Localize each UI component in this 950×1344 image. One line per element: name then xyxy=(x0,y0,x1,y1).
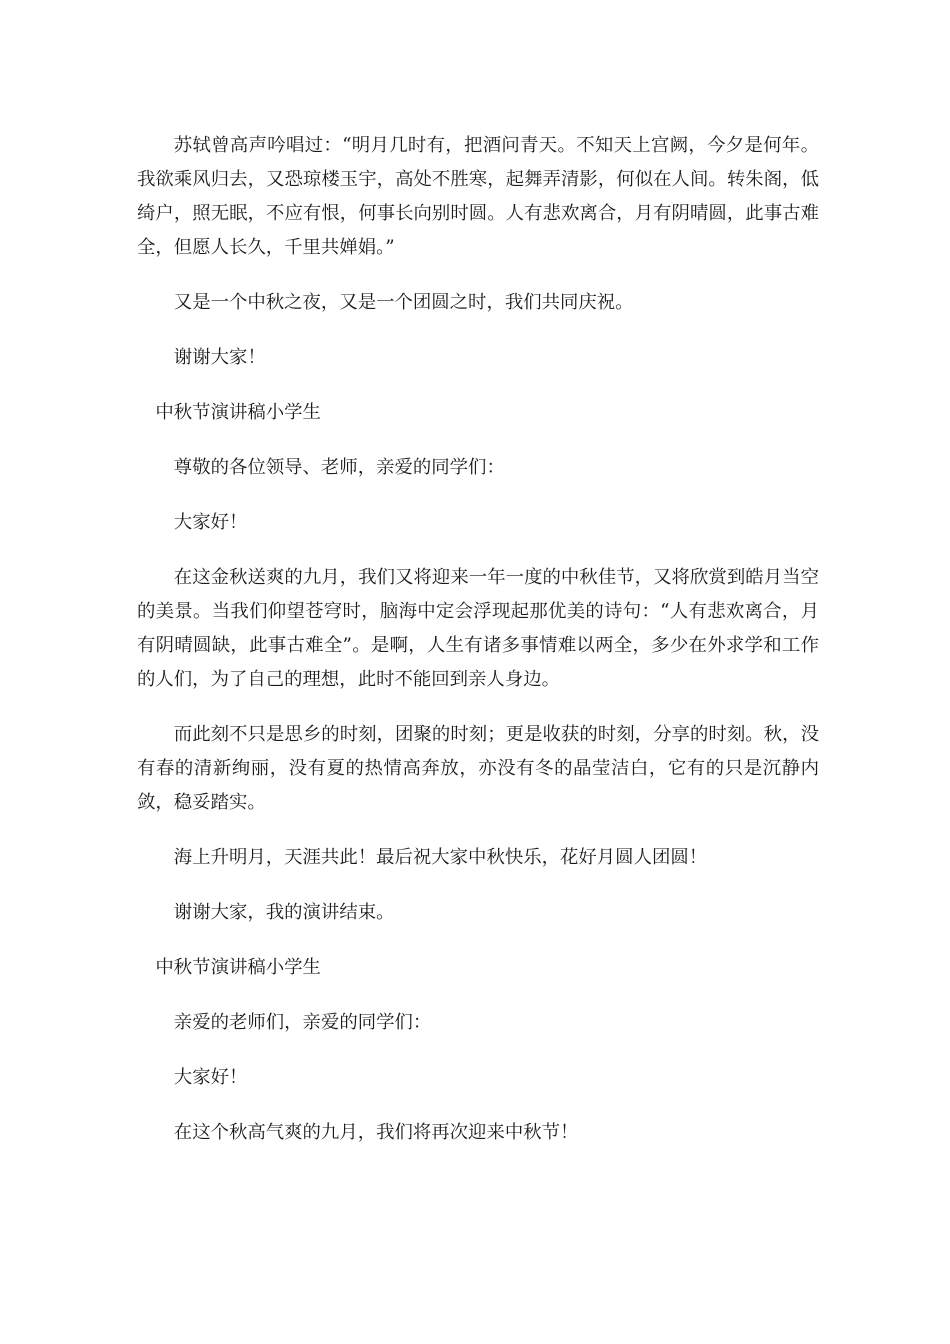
paragraph-gap xyxy=(137,265,819,286)
paragraph-gap xyxy=(137,485,819,506)
section-heading: 中秋节演讲稿小学生 xyxy=(155,402,321,423)
paragraph-september: 在这个秋高气爽的九月，我们将再次迎来中秋节！ xyxy=(173,1122,579,1143)
paragraph-gap xyxy=(137,1095,819,1116)
paragraph-gap xyxy=(137,320,819,341)
paragraph-speech-end: 谢谢大家，我的演讲结束。 xyxy=(173,902,395,923)
document-body xyxy=(137,129,819,1150)
paragraph-gap xyxy=(137,375,819,396)
paragraph-harvest-moment: 而此刻不只是思乡的时刻，团聚的时刻；更是收获的时刻，分享的时刻。秋，没有春的清新绚丽，没有夏的热情高奔放，亦没有冬的晶莹洁白，它有的只是沉静内敛，稳妥踏实。 xyxy=(137,724,819,813)
paragraph-gap xyxy=(137,985,819,1006)
paragraph-gap xyxy=(137,875,819,896)
section-heading: 中秋节演讲稿小学生 xyxy=(155,957,321,978)
paragraph-gap xyxy=(137,540,819,561)
paragraph-golden-autumn: 在这金秋送爽的九月，我们又将迎来一年一度的中秋佳节，又将欣赏到皓月当空的美景。当我们仰望苍穹时，脑海中定会浮现起那优美的诗句：“人有悲欢离合，月有阴晴圆缺，此事古难全”。是啊，人生有诸多事情难以两全，多少在外求学和工作的人们，为了自己的理想，此时不能回到亲人身边。 xyxy=(137,567,819,690)
paragraph-hello: 大家好！ xyxy=(173,512,248,533)
paragraph-gap xyxy=(137,697,819,718)
paragraph-mid-autumn-night: 又是一个中秋之夜，又是一个团圆之时，我们共同庆祝。 xyxy=(173,292,634,313)
paragraph-gap xyxy=(137,1040,819,1061)
paragraph-gap xyxy=(137,430,819,451)
paragraph-poem-quote: 苏轼曾高声吟唱过：“明月几时有，把酒问青天。不知天上宫阙，今夕是何年。我欲乘风归去，又恐琼楼玉宇，高处不胜寒，起舞弄清影，何似在人间。转朱阁，低绮户，照无眠，不应有恨，何事长向别时圆。人有悲欢离合，月有阴晴圆，此事古难全，但愿人长久，千里共婵娟。” xyxy=(137,135,819,258)
paragraph-greeting-leaders: 尊敬的各位领导、老师，亲爱的同学们： xyxy=(173,457,505,478)
paragraph-greeting-teachers: 亲爱的老师们，亲爱的同学们： xyxy=(173,1012,432,1033)
paragraph-thanks: 谢谢大家！ xyxy=(173,347,266,368)
paragraph-gap xyxy=(137,930,819,951)
paragraph-gap xyxy=(137,820,819,841)
paragraph-hello: 大家好！ xyxy=(173,1067,248,1088)
paragraph-blessing: 海上升明月，天涯共此！最后祝大家中秋快乐，花好月圆人团圆！ xyxy=(173,847,708,868)
